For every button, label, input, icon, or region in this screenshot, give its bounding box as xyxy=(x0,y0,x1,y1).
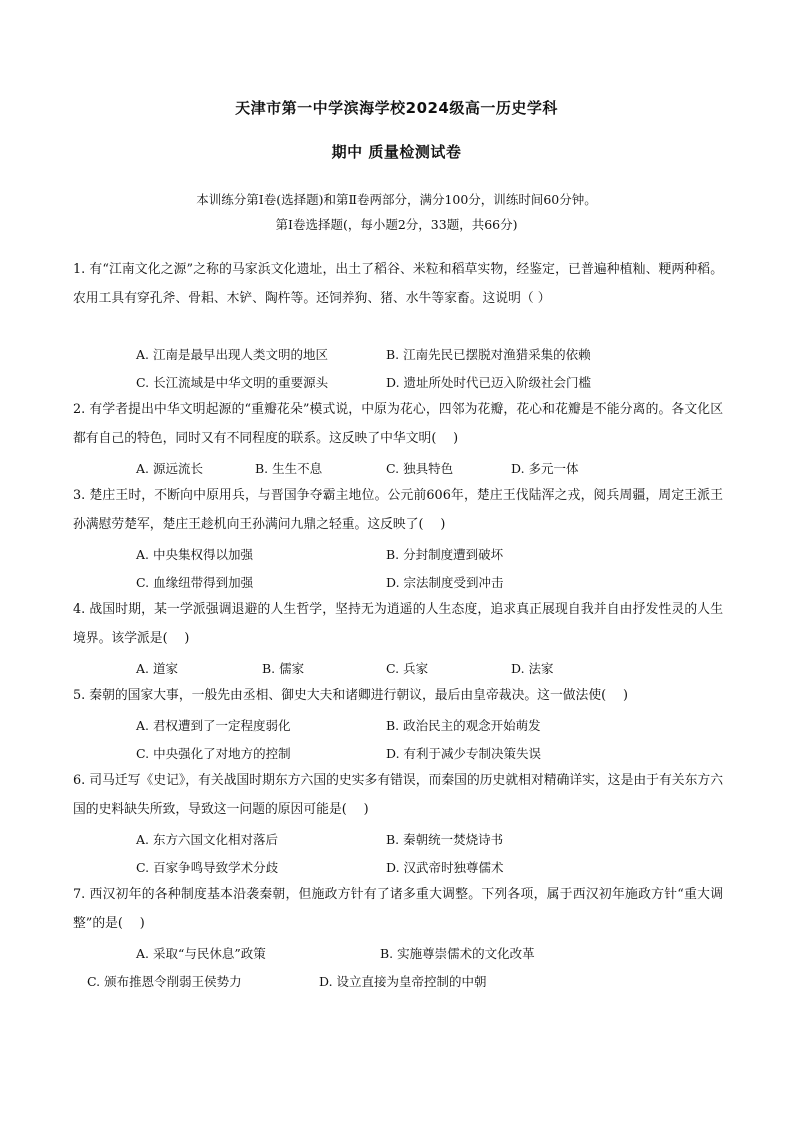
question-4-option-b[interactable]: B. 儒家 xyxy=(262,661,305,676)
question-4-stem: 4. 战国时期，某一学派强调退避的人生哲学，坚持无为逍遥的人生态度，追求真正展现自我并自由抒发性灵的人生境界。该学派是( ) xyxy=(73,602,723,646)
instructions-line-2: 第Ⅰ卷选择题(，每小题2分，33题，共66分) xyxy=(275,217,518,232)
question-3-option-a[interactable]: A. 中央集权得以加强 xyxy=(136,547,253,562)
exam-title: 天津市第一中学滨海学校2024级高一历史学科 xyxy=(235,99,558,117)
question-1-option-a[interactable]: A. 江南是最早出现人类文明的地区 xyxy=(136,347,328,362)
question-2-option-d[interactable]: D. 多元一体 xyxy=(511,461,579,476)
question-3-option-c[interactable]: C. 血缘纽带得到加强 xyxy=(136,575,254,590)
question-2-option-a[interactable]: A. 源远流长 xyxy=(136,461,203,476)
question-5-option-d[interactable]: D. 有利于减少专制决策失误 xyxy=(386,746,542,761)
question-4-option-d[interactable]: D. 法家 xyxy=(511,661,554,676)
question-6-option-d[interactable]: D. 汉武帝时独尊儒术 xyxy=(386,860,504,875)
question-6-stem: 6. 司马迁写《史记》，有关战国时期东方六国的史实多有错误，而秦国的历史就相对精确详实，这是由于有关东方六国的史料缺失所致，导致这一问题的原因可能是( ) xyxy=(73,773,723,817)
question-3-option-d[interactable]: D. 宗法制度受到冲击 xyxy=(386,575,504,590)
instructions-line-1: 本训练分第Ⅰ卷(选择题)和第Ⅱ卷两部分，满分100分，训练时间60分钟。 xyxy=(196,192,597,207)
question-3-option-b[interactable]: B. 分封制度遭到破坏 xyxy=(386,547,504,562)
question-5-stem: 5. 秦朝的国家大事，一般先由丞相、御史大夫和诸卿进行朝议，最后由皇帝裁决。这一做法使( ) xyxy=(73,688,629,703)
question-1-option-b[interactable]: B. 江南先民已摆脱对渔猎采集的依赖 xyxy=(386,347,591,362)
question-5-option-c[interactable]: C. 中央强化了对地方的控制 xyxy=(136,746,291,761)
question-7-stem: 7. 西汉初年的各种制度基本沿袭秦朝，但施政方针有了诸多重大调整。下列各项，属于西汉初年施政方针“重大调整”的是( ) xyxy=(73,887,723,931)
question-2-option-b[interactable]: B. 生生不息 xyxy=(255,461,323,476)
question-3-stem: 3. 楚庄王时，不断向中原用兵，与晋国争夺霸主地位。公元前606年，楚庄王伐陆浑之戎，阅兵周疆，周定王派王孙满慰劳楚军，楚庄王趁机向王孙满问九鼎之轻重。这反映了( ) xyxy=(73,488,723,532)
question-1-option-d[interactable]: D. 遗址所处时代已迈入阶级社会门槛 xyxy=(386,375,592,390)
question-4-option-a[interactable]: A. 道家 xyxy=(136,661,178,676)
question-2-option-c[interactable]: C. 独具特色 xyxy=(386,461,454,476)
question-6-option-a[interactable]: A. 东方六国文化相对落后 xyxy=(136,832,278,847)
question-4-option-c[interactable]: C. 兵家 xyxy=(386,661,429,676)
question-7-option-c[interactable]: C. 颁布推恩令削弱王侯势力 xyxy=(87,974,242,989)
question-7-option-b[interactable]: B. 实施尊崇儒术的文化改革 xyxy=(380,946,535,961)
question-5-option-a[interactable]: A. 君权遭到了一定程度弱化 xyxy=(136,718,291,733)
question-7-option-d[interactable]: D. 设立直接为皇帝控制的中朝 xyxy=(319,974,487,989)
question-1-stem: 1. 有“江南文化之源”之称的马家浜文化遗址，出土了稻谷、米粒和稻草实物，经鉴定，已普遍种植籼、粳两种稻。农用工具有穿孔斧、骨耜、木铲、陶杵等。还饲养狗、猪、水牛等家畜。这说明（ ） xyxy=(73,262,723,306)
question-6-option-b[interactable]: B. 秦朝统一焚烧诗书 xyxy=(386,832,504,847)
question-6-option-c[interactable]: C. 百家争鸣导致学术分歧 xyxy=(136,860,279,875)
question-2-stem: 2. 有学者提出中华文明起源的“重瓣花朵”模式说，中原为花心，四邻为花瓣，花心和花瓣是不能分离的。各文化区都有自己的特色，同时又有不同程度的联系。这反映了中华文明( ) xyxy=(73,402,723,446)
question-5-option-b[interactable]: B. 政治民主的观念开始萌发 xyxy=(386,718,541,733)
exam-subtitle: 期中 质量检测试卷 xyxy=(331,143,462,161)
question-1-option-c[interactable]: C. 长江流域是中华文明的重要源头 xyxy=(136,375,329,390)
question-7-option-a[interactable]: A. 采取“与民休息”政策 xyxy=(136,946,266,961)
